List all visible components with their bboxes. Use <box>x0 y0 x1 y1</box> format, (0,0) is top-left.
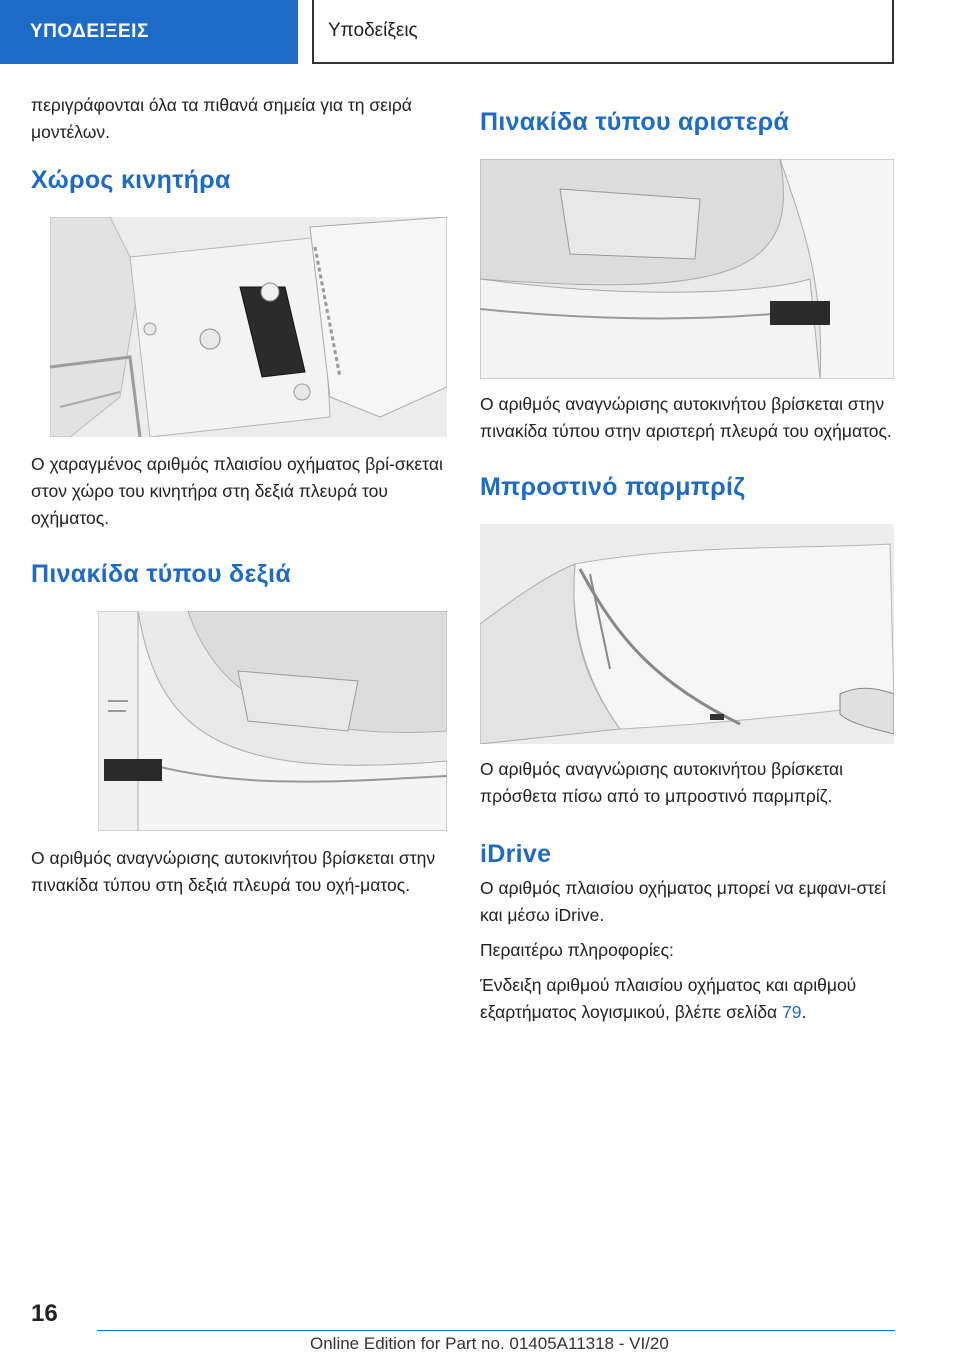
right-plate-heading: Πινακίδα τύπου δεξιά <box>31 560 292 588</box>
reference-text: Ένδειξη αριθμού πλαισίου οχήματος και αριθμού εξαρτήματος λογισμικού, βλέπε σελίδα <box>480 975 857 1022</box>
footer-divider <box>97 1330 895 1331</box>
engine-heading: Χώρος κινητήρα <box>31 166 231 194</box>
engine-bay-illustration <box>50 217 447 437</box>
page-reference-link[interactable]: 79 <box>782 1002 802 1022</box>
windshield-illustration <box>480 524 894 744</box>
windshield-heading: Μπροστινό παρμπρίζ <box>480 473 746 501</box>
left-plate-heading: Πινακίδα τύπου αριστερά <box>480 108 790 136</box>
reference-end: . <box>801 1002 807 1022</box>
more-info-label: Περαιτέρω πληροφορίες: <box>480 940 674 960</box>
chapter-tab[interactable]: ΥΠΟΔΕΙΞΕΙΣ <box>0 0 298 64</box>
section-tab[interactable]: Υποδείξεις <box>312 0 894 64</box>
right-column <box>480 108 896 1042</box>
footer-edition-text: Online Edition for Part no. 01405A11318 - VI/20 <box>310 1334 669 1353</box>
engine-paragraph: Ο χαραγμένος αριθμός πλαισίου οχήματος βρί‐σκεται στον χώρο του κινητήρα στη δεξιά πλευρά του οχήματος. <box>31 454 443 528</box>
idrive-heading: iDrive <box>480 840 552 868</box>
right-plate-paragraph: Ο αριθμός αναγνώρισης αυτοκινήτου βρίσκεται στην πινακίδα τύπου στη δεξιά πλευρά του οχή‐ματος. <box>31 848 436 895</box>
left-column <box>31 92 447 915</box>
windshield-paragraph: Ο αριθμός αναγνώρισης αυτοκινήτου βρίσκεται πρόσθετα πίσω από το μπροστινό παρμπρίζ. <box>480 759 844 806</box>
left-side-plate-illustration <box>480 159 894 379</box>
idrive-paragraph: Ο αριθμός πλαισίου οχήματος μπορεί να εμφανι‐στεί και μέσω iDrive. <box>480 878 886 925</box>
left-plate-paragraph: Ο αριθμός αναγνώρισης αυτοκινήτου βρίσκεται στην πινακίδα τύπου στην αριστερή πλευρά του οχήματος. <box>480 394 892 441</box>
page-number: 16 <box>31 1300 58 1327</box>
reference-paragraph <box>480 972 896 1026</box>
right-side-plate-illustration <box>98 611 447 831</box>
intro-paragraph: περιγράφονται όλα τα πιθανά σημεία για τη σειρά μοντέλων. <box>31 95 412 142</box>
